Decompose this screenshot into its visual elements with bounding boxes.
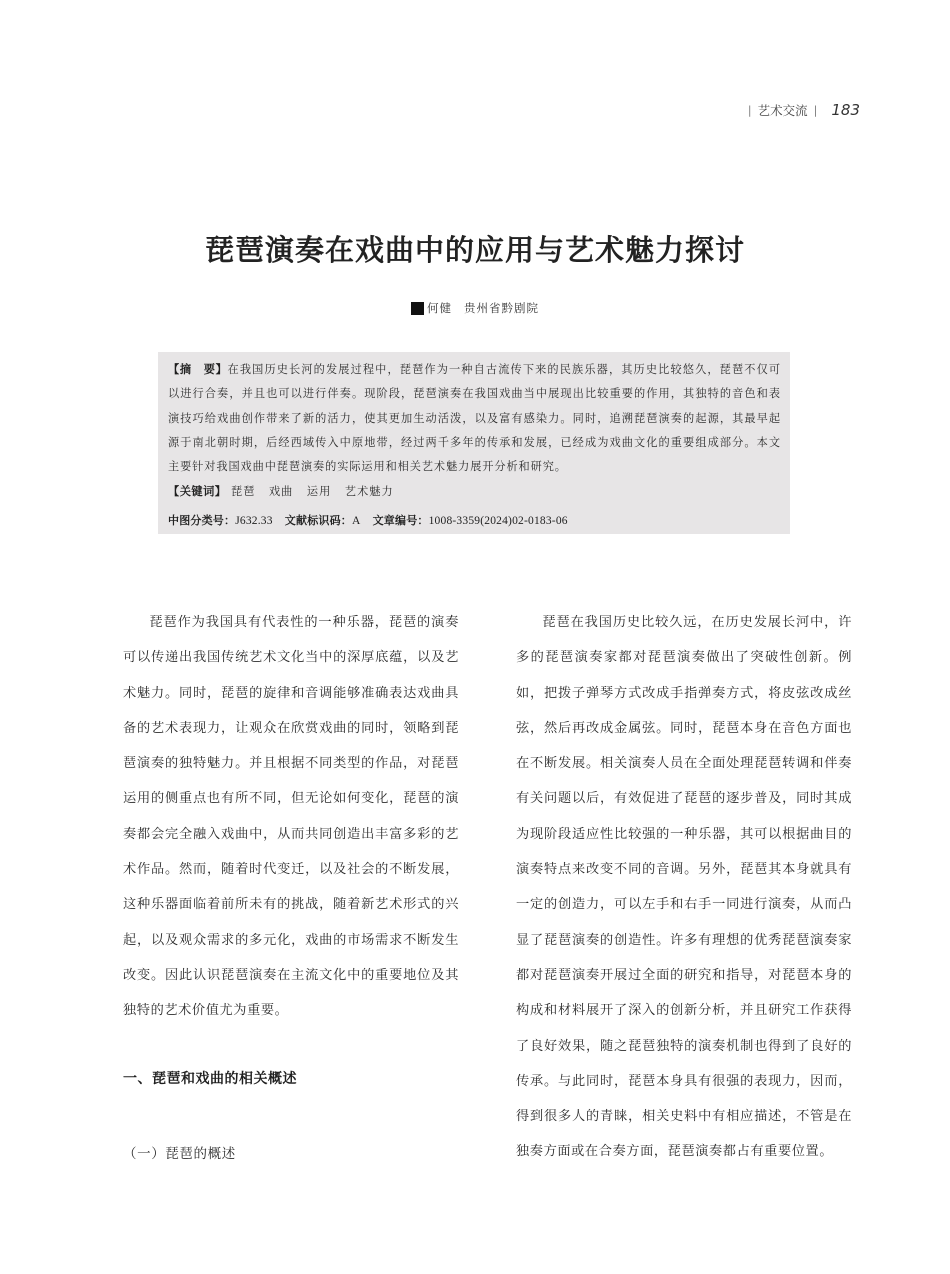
square-bullet-icon <box>411 302 424 315</box>
subsection-heading: （一）琵琶的概述 <box>123 1146 236 1162</box>
abstract-box <box>158 352 790 534</box>
abstract-text: 在我国历史长河的发展过程中，琵琶作为一种自古流传下来的民族乐器，其历史比较悠久，琵琶不仅可以进行合奏，并且也可以进行伴奏。现阶段，琵琶演奏在我国戏曲当中展现出比较重要的作用，其独特的音色和表演技巧给戏曲创作带来了新的活力，使其更加生动活泼，以及富有感染力。同时，追溯琵琶演奏的起源，其最早起源于南北朝时期，后经西域传入中原地带，经过两千多年的传承和发展，已经成为戏曲文化的重要组成部分。本文主要针对我国戏曲中琵琶演奏的实际运用和相关艺术魅力展开分析和研究。 <box>168 363 781 474</box>
classification-line <box>168 512 781 528</box>
header-divider: | <box>813 103 818 117</box>
keyword: 戏曲 <box>268 485 294 499</box>
keyword: 艺术魅力 <box>344 485 394 499</box>
article-number-value: 1008-3359(2024)02-0183-06 <box>428 515 568 528</box>
class-number-label: 中图分类号： <box>168 514 236 528</box>
section-heading: 一、琵琶和戏曲的相关概述 <box>123 1071 297 1087</box>
keyword: 运用 <box>306 485 332 499</box>
right-column <box>516 605 852 1170</box>
header-divider: | <box>747 103 752 117</box>
header-section: 艺术交流 <box>757 103 808 118</box>
byline <box>0 300 950 316</box>
keywords-label: 【关键词】 <box>168 484 227 499</box>
body-paragraph: 琵琶作为我国具有代表性的一种乐器，琵琶的演奏可以传递出我国传统艺术文化当中的深厚底蕴，以及艺术魅力。同时，琵琶的旋律和音调能够准确表达戏曲具备的艺术表现力，让观众在欣赏戏曲的同时，领略到琵琶演奏的独特魅力。并且根据不同类型的作品，对琵琶运用的侧重点也有所不同，但无论如何变化，琵琶的演奏都会完全融入戏曲中，从而共同创造出丰富多彩的艺术作品。然而，随着时代变迁，以及社会的不断发展，这种乐器面临着前所未有的挑战，随着新艺术形式的兴起，以及观众需求的多元化，戏曲的市场需求不断发生改变。因此认识琵琶演奏在主流文化中的重要地位及其独特的艺术价值尤为重要。 <box>123 615 459 1019</box>
running-header <box>748 101 860 119</box>
article-number-label: 文章编号： <box>372 514 429 528</box>
body-paragraph: 琵琶在我国历史比较久远，在历史发展长河中，许多的琵琶演奏家都对琵琶演奏做出了突破性创新。例如，把拨子弹琴方式改成手指弹奏方式，将皮弦改成丝弦，然后再改成金属弦。同时，琵琶本身在音色方面也在不断发展。相关演奏人员在全面处理琵琶转调和伴奏有关问题以后，有效促进了琵琶的逐步普及，同时其成为现阶段适应性比较强的一种乐器，其可以根据曲目的演奏特点来改变不同的音调。另外，琵琶其本身就具有一定的创造力，可以左手和右手一同进行演奏，从而凸显了琵琶演奏的创造性。许多有理想的优秀琵琶演奏家都对琵琶演奏开展过全面的研究和指导，对琵琶本身的构成和材料展开了深入的创新分析，并且研究工作获得了良好效果，随之琵琶独特的演奏机制也得到了良好的传承。与此同时，琵琶本身具有很强的表现力，因而，得到很多人的青睐，相关史料中有相应描述，不管是在独奏方面或在合奏方面，琵琶演奏都占有重要位置。 <box>516 615 852 1160</box>
keyword: 琵琶 <box>231 485 256 499</box>
document-code-label: 文献标识码： <box>284 514 352 528</box>
class-number-value: J632.33 <box>235 515 273 528</box>
keywords <box>168 479 781 504</box>
author-name: 何健 <box>427 301 452 315</box>
abstract-label: 【摘 要】 <box>168 362 228 376</box>
page-number: 183 <box>831 101 860 119</box>
abstract <box>168 357 781 479</box>
document-code-value: A <box>352 515 361 528</box>
left-column <box>123 605 459 1029</box>
article-title: 琵琶演奏在戏曲中的应用与艺术魅力探讨 <box>204 233 745 267</box>
author-affiliation: 贵州省黔剧院 <box>464 301 539 315</box>
